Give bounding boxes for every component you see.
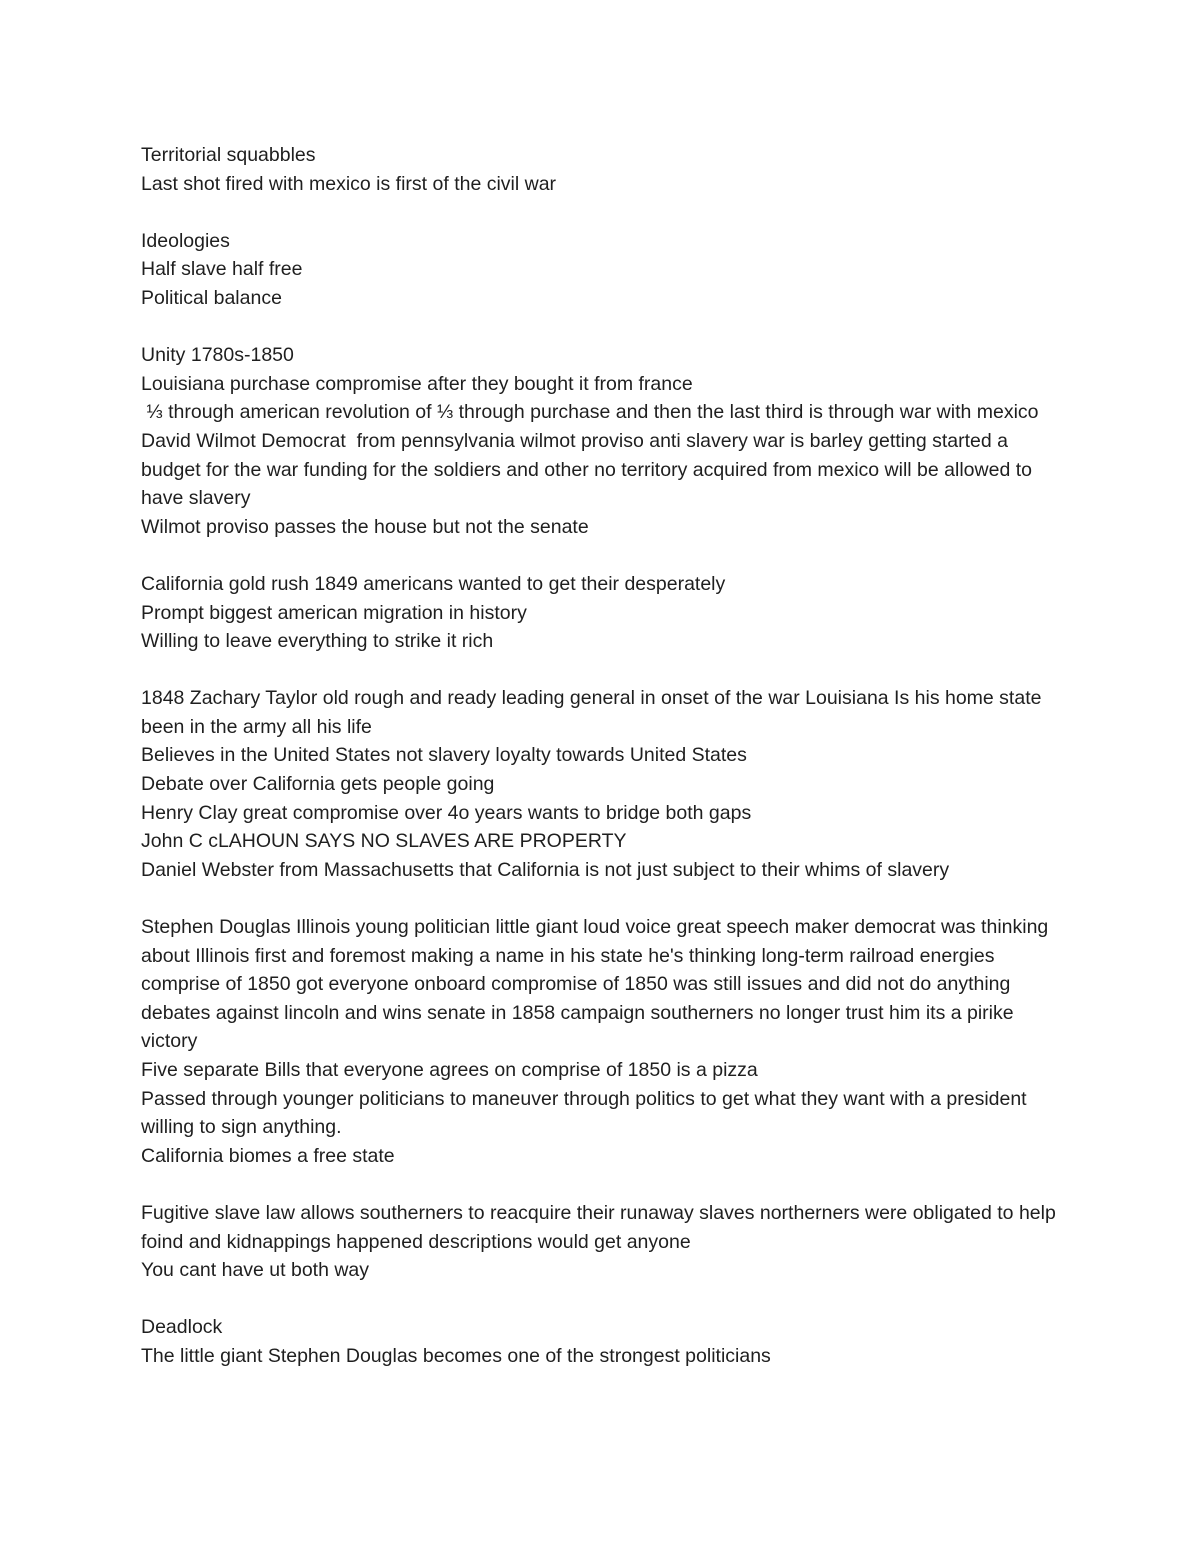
paragraph-fugitive-slave-law: [141, 1199, 1061, 1285]
text-line: Fugitive slave law allows southerners to reacquire their runaway slaves northerners were obligated to help foind and kidnappings happened descriptions would get anyone: [141, 1201, 1062, 1253]
text-line: Five separate Bills that everyone agrees on comprise of 1850 is a pizza: [141, 1059, 758, 1081]
text-line: Last shot fired with mexico is first of the civil war: [141, 172, 557, 195]
text-line: David Wilmot Democrat from pennsylvania wilmot proviso anti slavery war is barley getting started a budget for the war funding for the soldiers and other no territory acquired from mexico will be allowed to have slavery: [141, 429, 1038, 510]
text-line: John C cLAHOUN SAYS NO SLAVES ARE PROPERTY: [141, 830, 627, 853]
text-line: Political balance: [141, 286, 282, 309]
text-line: Henry Clay great compromise over 4o years wants to bridge both gaps: [141, 801, 752, 824]
text-line: Believes in the United States not slavery loyalty towards United States: [141, 744, 747, 767]
text-line: Passed through younger politicians to maneuver through politics to get what they want with a president willing to sign anything.: [141, 1087, 1033, 1139]
paragraph-gold-rush: [141, 570, 1061, 656]
paragraph-stephen-douglas: [141, 913, 1061, 1170]
text-line: Daniel Webster from Massachusetts that California is not just subject to their whims of slavery: [141, 858, 950, 881]
text-line: Prompt biggest american migration in history: [141, 601, 527, 624]
text-line: Ideologies: [141, 229, 230, 252]
text-line: 1848 Zachary Taylor old rough and ready leading general in onset of the war Louisiana Is his home state been in the army all his life: [141, 687, 1047, 738]
paragraph-unity: [141, 341, 1061, 541]
text-line: California biomes a free state: [141, 1144, 395, 1167]
paragraph-ideologies: [141, 227, 1061, 313]
text-line: You cant have ut both way: [141, 1259, 370, 1282]
text-line: Debate over California gets people going: [141, 773, 495, 796]
text-line: Unity 1780s-1850: [141, 344, 294, 367]
text-line: The little giant Stephen Douglas becomes one of the strongest politicians: [141, 1344, 771, 1367]
text-line: Half slave half free: [141, 258, 303, 281]
paragraph-zachary-taylor: [141, 684, 1061, 884]
text-line: Stephen Douglas Illinois young politician little giant loud voice great speech maker democrat was thinking about Illinois first and foremost making a name in his state he's thinking long-term railroad energies comprise of 1850 got everyone onboard compromise of 1850 was still issues and did not do anything debates against lincoln and wins senate in 1858 campaign southerners no longer trust him its a pirike victory: [141, 916, 1054, 1053]
text-line: Territorial squabbles: [141, 144, 316, 166]
document-body: [141, 141, 1061, 1371]
text-line: Wilmot proviso passes the house but not the senate: [141, 515, 589, 538]
text-line: ⅓ through american revolution of ⅓ through purchase and then the last third is through war with mexico: [141, 401, 1039, 424]
text-line: Louisiana purchase compromise after they bought it from france: [141, 372, 693, 395]
text-line: California gold rush 1849 americans wanted to get their desperately: [141, 572, 726, 595]
paragraph-territorial: [141, 141, 1061, 198]
paragraph-deadlock: [141, 1313, 1061, 1370]
text-line: Willing to leave everything to strike it rich: [141, 630, 494, 653]
text-line: Deadlock: [141, 1316, 223, 1339]
